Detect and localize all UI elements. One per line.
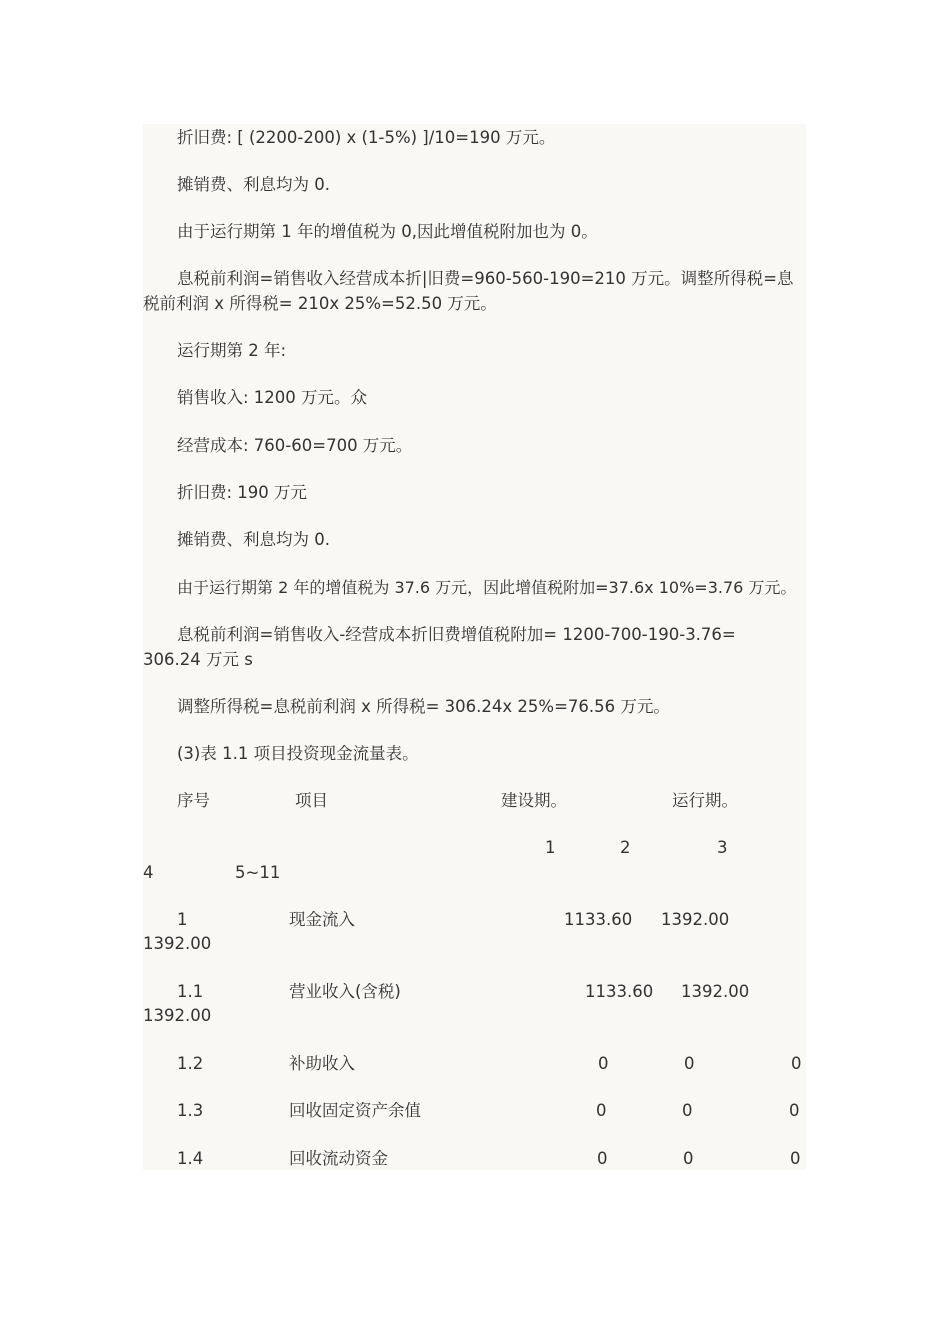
table-cell: 1392.00: [661, 910, 730, 929]
table-cell: 0: [683, 1149, 694, 1168]
year-4: 4: [143, 863, 154, 882]
year-3: 3: [717, 838, 728, 857]
operating-cost-year2: 经营成本: 760-60=700 万元。: [177, 436, 413, 455]
table-cell: 1392.00: [681, 982, 750, 1001]
year-1: 1: [545, 838, 556, 857]
depreciation-year2: 折旧费: 190 万元: [177, 483, 308, 502]
ebit-year1-line1: 息税前利润=销售收入经营成本折|旧费=960-560-190=210 万元。调整所得税=息: [177, 269, 794, 288]
vat-surcharge-year2: 由于运行期第 2 年的增值税为 37.6 万元，因此增值税附加=37.6x 10%=3.76 万元。: [177, 578, 797, 597]
table-row-no: 1: [177, 910, 188, 929]
table-cell: 1133.60: [585, 982, 654, 1001]
header-serial-no: 序号: [177, 791, 210, 810]
depreciation-year1: 折旧费: [ (2200-200) x (1-5%) ]/10=190 万元。: [177, 128, 556, 147]
table-cell: 0: [598, 1054, 609, 1073]
amortization-interest-year2: 摊销费、利息均为 0.: [177, 530, 330, 549]
table-row-no: 1.2: [177, 1054, 204, 1073]
table-cell: 0: [789, 1101, 800, 1120]
table-cell: 0: [596, 1101, 607, 1120]
table-cell: 1133.60: [564, 910, 633, 929]
ebit-year2-line2: 306.24 万元 s: [143, 650, 253, 669]
amortization-interest-year1: 摊销费、利息均为 0.: [177, 175, 330, 194]
table-row-no: 1.3: [177, 1101, 204, 1120]
table-row-item: 回收流动资金: [289, 1149, 388, 1168]
table-cell: 0: [790, 1149, 801, 1168]
vat-surcharge-year1: 由于运行期第 1 年的增值税为 0,因此增值税附加也为 0。: [177, 222, 598, 241]
table-row-no: 1.4: [177, 1149, 204, 1168]
table-row-no: 1.1: [177, 982, 204, 1001]
header-item: 项目: [295, 791, 328, 810]
table-caption: (3)表 1.1 项目投资现金流量表。: [177, 744, 419, 763]
year-2: 2: [620, 838, 631, 857]
ebit-year1-line2: 税前利润 x 所得税= 210x 25%=52.50 万元。: [143, 294, 497, 313]
year-5-11: 5~11: [235, 863, 281, 882]
table-cell: 1392.00: [143, 1006, 212, 1025]
table-row-item: 现金流入: [289, 910, 355, 929]
table-cell: 0: [791, 1054, 802, 1073]
table-cell: 1392.00: [143, 934, 212, 953]
table-cell: 0: [682, 1101, 693, 1120]
table-cell: 0: [684, 1054, 695, 1073]
table-row-item: 营业收入(含税): [289, 982, 401, 1001]
table-cell: 0: [597, 1149, 608, 1168]
header-construction-period: 建设期。: [501, 791, 567, 810]
header-operation-period: 运行期。: [672, 791, 738, 810]
table-row-item: 回收固定资产余值: [289, 1101, 421, 1120]
table-row-item: 补助收入: [289, 1054, 355, 1073]
sales-year2: 销售收入: 1200 万元。众: [177, 388, 368, 407]
year2-heading: 运行期第 2 年:: [177, 341, 287, 360]
ebit-year2-line1: 息税前利润=销售收入-经营成本折旧费增值税附加= 1200-700-190-3.76=: [177, 625, 736, 644]
income-tax-year2: 调整所得税=息税前利润 x 所得税= 306.24x 25%=76.56 万元。: [177, 697, 670, 716]
